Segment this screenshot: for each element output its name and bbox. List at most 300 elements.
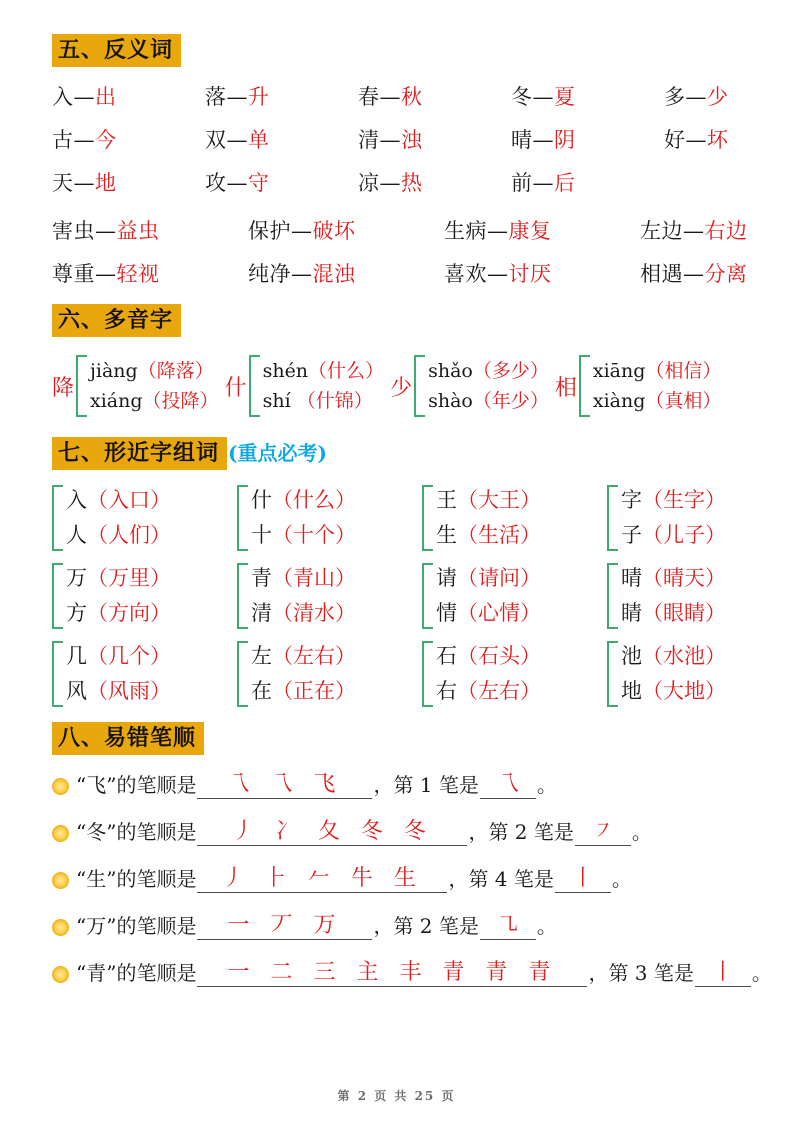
polyphonic-line — [428, 356, 549, 386]
antonym-pair — [444, 215, 640, 245]
stroke-nth-answer: 乁 — [496, 772, 519, 797]
section-antonyms — [52, 34, 749, 288]
similar-pair — [607, 561, 792, 631]
stroke-period: 。 — [751, 961, 772, 985]
antonym-word-left: 纯净 — [248, 262, 291, 286]
similar-row — [52, 483, 749, 553]
polyphonic-brace — [414, 355, 425, 417]
stroke-period: 。 — [536, 914, 557, 938]
stroke-sequence-answer: 一 丆 万 — [227, 913, 343, 938]
antonym-pair — [664, 124, 793, 154]
polyphonic-lines — [263, 356, 384, 416]
stroke-order-item — [52, 769, 749, 799]
polyphonic-line — [263, 356, 384, 386]
similar-pair — [52, 561, 237, 631]
antonym-dash: — — [73, 85, 95, 109]
stroke-question-text: “生”的笔顺是 — [76, 867, 197, 891]
similar-brace — [237, 485, 248, 551]
antonym-word-left: 好 — [664, 128, 686, 152]
antonym-word-right: 守 — [248, 171, 270, 195]
similar-brace — [607, 485, 618, 551]
stroke-nth-label: ，第 1 笔是 — [373, 773, 479, 797]
polyphonic-word: （什锦） — [296, 390, 373, 412]
stroke-order-item — [52, 910, 749, 940]
similar-word: （心情） — [457, 601, 541, 625]
antonym-word-right: 后 — [554, 171, 576, 195]
antonym-dash: — — [532, 128, 554, 152]
antonym-word-right: 讨厌 — [508, 262, 552, 286]
polyphonic-line — [90, 386, 219, 416]
antonym-pair — [640, 215, 793, 245]
antonym-dash: — — [291, 219, 313, 243]
similar-word: （方向） — [87, 601, 171, 625]
antonym-pair — [640, 258, 793, 288]
stroke-period: 。 — [611, 867, 632, 891]
section-similar-title: 七、形近字组词 — [52, 437, 227, 470]
antonym-word-right: 分离 — [704, 262, 748, 286]
similar-word: （儿子） — [642, 523, 726, 547]
antonym-pair — [52, 215, 248, 245]
section-polyphonic-heading — [52, 304, 749, 337]
polyphonic-pinyin: xiáng — [90, 390, 143, 412]
similar-char: 睛 — [621, 601, 642, 625]
page-footer: 第 2 页 共 25 页 — [337, 1089, 456, 1103]
antonym-word-right: 今 — [95, 128, 117, 152]
antonym-pair — [664, 81, 793, 111]
stroke-nth-answer: ㇇ — [591, 819, 614, 844]
antonym-row — [52, 215, 749, 245]
polyphonic-pinyin: shí — [262, 390, 297, 412]
polyphonic-pinyin: shào — [428, 390, 473, 412]
section-polyphonic-title: 六、多音字 — [52, 304, 181, 337]
stroke-sequence-answer: 丿 冫 夂 冬 冬 — [231, 819, 433, 844]
antonym-word-left: 生病 — [444, 219, 487, 243]
similar-word: （入口） — [87, 488, 171, 512]
stroke-order-item — [52, 957, 772, 987]
similar-char: 情 — [436, 601, 457, 625]
similar-line — [251, 561, 356, 596]
antonym-pair — [358, 81, 511, 111]
similar-char: 青 — [251, 566, 272, 590]
similar-pair — [237, 483, 422, 553]
antonym-pair — [52, 258, 248, 288]
similar-line — [251, 518, 356, 553]
antonym-word-left: 前 — [511, 171, 533, 195]
similar-line — [436, 518, 541, 553]
antonym-dash: — — [226, 171, 248, 195]
antonym-word-right: 坏 — [707, 128, 729, 152]
similar-lines — [251, 561, 356, 631]
antonym-word-left: 多 — [664, 85, 686, 109]
stroke-question-text: “飞”的笔顺是 — [76, 773, 197, 797]
similar-word: （石头） — [457, 644, 541, 668]
similar-char: 方 — [66, 601, 87, 625]
polyphonic-pinyin: xiāng — [592, 360, 646, 382]
section-antonyms-title: 五、反义词 — [52, 34, 181, 67]
similar-line — [621, 518, 726, 553]
antonym-word-left: 攻 — [205, 171, 227, 195]
similar-pair — [237, 639, 422, 709]
antonym-pair — [205, 167, 358, 197]
similar-line — [66, 674, 171, 709]
similar-brace — [52, 563, 63, 629]
antonym-dash: — — [95, 219, 117, 243]
similar-row — [52, 561, 749, 631]
similar-line — [66, 639, 171, 674]
polyphonic-line — [90, 356, 219, 386]
stroke-nth-answer: ㇈ — [496, 913, 519, 938]
antonym-word-left: 清 — [358, 128, 380, 152]
stroke-sequence-blank — [197, 866, 447, 893]
similar-char: 右 — [436, 679, 457, 703]
section-antonyms-heading — [52, 34, 749, 67]
polyphonic-pinyin: xiàng — [592, 390, 646, 412]
similar-pair — [607, 483, 792, 553]
stroke-question-text: “青”的笔顺是 — [76, 961, 197, 985]
antonym-word-left: 保护 — [248, 219, 291, 243]
similar-line — [621, 639, 726, 674]
antonym-word-right: 益虫 — [116, 219, 160, 243]
similar-lines — [66, 483, 171, 553]
polyphonic-word: （年少） — [472, 390, 549, 412]
polyphonic-pinyin: shén — [262, 360, 309, 382]
polyphonic-group — [225, 353, 385, 419]
antonym-pair — [52, 81, 205, 111]
antonym-word-left: 相遇 — [640, 262, 683, 286]
similar-line — [436, 596, 541, 631]
similar-word: （眼睛） — [642, 601, 726, 625]
polyphonic-lines — [593, 356, 722, 416]
polyphonic-word: （投降） — [142, 390, 219, 412]
similar-char: 左 — [251, 644, 272, 668]
similar-brace — [607, 563, 618, 629]
antonym-dash: — — [487, 262, 509, 286]
section-similar-chars — [52, 437, 749, 709]
similar-pair — [52, 483, 237, 553]
antonym-word-right: 康复 — [508, 219, 552, 243]
similar-brace — [422, 485, 433, 551]
similar-word: （几个） — [87, 644, 171, 668]
polyphonic-pinyin: jiàng — [90, 360, 138, 382]
polyphonic-word: （多少） — [472, 360, 549, 382]
similar-lines — [436, 639, 541, 709]
stroke-nth-blank — [695, 960, 751, 987]
bullet-icon — [52, 825, 69, 842]
antonym-word-left: 冬 — [511, 85, 533, 109]
similar-pair — [422, 483, 607, 553]
similar-line — [436, 639, 541, 674]
similar-char: 人 — [66, 523, 87, 547]
antonym-word-right: 出 — [95, 85, 117, 109]
antonym-word-left: 喜欢 — [444, 262, 487, 286]
similar-brace — [607, 641, 618, 707]
section-polyphonic — [52, 304, 749, 419]
polyphonic-group — [390, 353, 549, 419]
antonym-word-right: 右边 — [704, 219, 748, 243]
antonym-dash: — — [487, 219, 509, 243]
similar-lines — [66, 561, 171, 631]
antonym-word-left: 晴 — [511, 128, 533, 152]
antonym-word-right: 阴 — [554, 128, 576, 152]
similar-char: 晴 — [621, 566, 642, 590]
polyphonic-line — [428, 386, 549, 416]
similar-line — [436, 674, 541, 709]
similar-line — [66, 596, 171, 631]
stroke-sequence-blank — [197, 960, 587, 987]
antonym-word-left: 春 — [358, 85, 380, 109]
polyphonic-char: 降 — [52, 375, 75, 401]
similar-char: 池 — [621, 644, 642, 668]
antonym-pair — [248, 258, 444, 288]
antonym-word-left: 入 — [52, 85, 74, 109]
antonym-dash: — — [73, 171, 95, 195]
antonym-word-right: 地 — [95, 171, 117, 195]
similar-line — [621, 483, 726, 518]
similar-list — [52, 483, 749, 709]
antonym-word-right: 破坏 — [312, 219, 356, 243]
antonym-word-right: 轻视 — [116, 262, 160, 286]
similar-lines — [621, 561, 726, 631]
antonym-word-right: 浊 — [401, 128, 423, 152]
bullet-icon — [52, 872, 69, 889]
antonym-pair — [511, 124, 664, 154]
antonym-word-left: 天 — [52, 171, 74, 195]
antonym-pair — [511, 167, 664, 197]
similar-lines — [621, 483, 726, 553]
similar-word: （十个） — [272, 523, 356, 547]
antonym-dash: — — [226, 128, 248, 152]
stroke-sequence-blank — [197, 913, 372, 940]
antonym-dash: — — [379, 171, 401, 195]
stroke-nth-label: ，第 3 笔是 — [588, 961, 694, 985]
stroke-sequence-answer: 乁 乁 飞 — [227, 772, 343, 797]
similar-char: 王 — [436, 488, 457, 512]
similar-line — [251, 639, 356, 674]
polyphonic-pinyin: shǎo — [428, 360, 473, 382]
similar-line — [66, 518, 171, 553]
antonym-word-left: 落 — [205, 85, 227, 109]
stroke-nth-label: ，第 2 笔是 — [468, 820, 574, 844]
similar-lines — [621, 639, 726, 709]
similar-pair — [52, 639, 237, 709]
stroke-question-text: “冬”的笔顺是 — [76, 820, 197, 844]
antonym-dash: — — [532, 171, 554, 195]
polyphonic-lines — [90, 356, 219, 416]
stroke-nth-blank — [555, 866, 611, 893]
antonym-dash: — — [379, 128, 401, 152]
similar-line — [251, 483, 356, 518]
section-stroke-order — [52, 722, 772, 987]
similar-word: （万里） — [87, 566, 171, 590]
polyphonic-line — [593, 356, 722, 386]
antonym-pair — [358, 167, 511, 197]
similar-pair — [237, 561, 422, 631]
antonym-dash: — — [683, 262, 705, 286]
antonym-dash: — — [73, 128, 95, 152]
similar-word: （左右） — [272, 644, 356, 668]
bullet-icon — [52, 919, 69, 936]
antonym-word-left: 古 — [52, 128, 74, 152]
similar-brace — [422, 641, 433, 707]
antonym-pair — [444, 258, 640, 288]
antonym-word-left: 凉 — [358, 171, 380, 195]
antonym-pair — [52, 167, 205, 197]
similar-line — [621, 561, 726, 596]
similar-char: 几 — [66, 644, 87, 668]
antonym-pair — [358, 124, 511, 154]
stroke-sequence-blank — [197, 819, 467, 846]
antonym-row — [52, 167, 749, 197]
antonym-pair — [248, 215, 444, 245]
similar-char: 子 — [621, 523, 642, 547]
polyphonic-word: （什么） — [308, 360, 385, 382]
similar-char: 生 — [436, 523, 457, 547]
polyphonic-word: （相信） — [645, 360, 722, 382]
similar-line — [251, 674, 356, 709]
similar-char: 地 — [621, 679, 642, 703]
polyphonic-char: 少 — [390, 375, 413, 401]
polyphonic-line — [263, 386, 384, 416]
similar-line — [66, 561, 171, 596]
similar-line — [621, 674, 726, 709]
antonym-word-left: 双 — [205, 128, 227, 152]
similar-lines — [251, 483, 356, 553]
antonym-word-right: 混浊 — [312, 262, 356, 286]
stroke-nth-blank — [480, 913, 536, 940]
polyphonic-char: 相 — [554, 375, 577, 401]
antonym-dash: — — [685, 85, 707, 109]
similar-word: （水池） — [642, 644, 726, 668]
similar-row — [52, 639, 749, 709]
stroke-question-text: “万”的笔顺是 — [76, 914, 197, 938]
similar-word: （晴天） — [642, 566, 726, 590]
stroke-nth-answer: 丨 — [711, 960, 734, 985]
polyphonic-word: （降落） — [137, 360, 214, 382]
section-similar-note: (重点必考) — [228, 441, 327, 465]
stroke-nth-blank — [575, 819, 631, 846]
antonym-dash: — — [226, 85, 248, 109]
bullet-icon — [52, 966, 69, 983]
bullet-icon — [52, 778, 69, 795]
antonym-row — [52, 124, 749, 154]
polyphonic-char: 什 — [224, 375, 247, 401]
stroke-sequence-answer: 一 二 三 主 丰 青 青 青 — [227, 960, 558, 985]
similar-brace — [52, 485, 63, 551]
polyphonic-line — [593, 386, 722, 416]
similar-pair — [422, 639, 607, 709]
antonym-word-right: 热 — [401, 171, 423, 195]
similar-char: 风 — [66, 679, 87, 703]
antonym-pair — [511, 81, 664, 111]
similar-brace — [237, 563, 248, 629]
stroke-period: 。 — [631, 820, 652, 844]
antonym-word-right: 秋 — [401, 85, 423, 109]
section-stroke-title: 八、易错笔顺 — [52, 722, 204, 755]
stroke-nth-label: ，第 4 笔是 — [448, 867, 554, 891]
similar-word: （青山） — [272, 566, 356, 590]
stroke-nth-blank — [480, 772, 536, 799]
similar-lines — [436, 483, 541, 553]
polyphonic-group — [52, 353, 219, 419]
antonym-dash: — — [379, 85, 401, 109]
similar-word: （生字） — [642, 488, 726, 512]
polyphonic-brace — [76, 355, 87, 417]
similar-word: （什么） — [272, 488, 356, 512]
antonym-word-left: 左边 — [640, 219, 683, 243]
similar-line — [436, 561, 541, 596]
similar-char: 清 — [251, 601, 272, 625]
stroke-period: 。 — [536, 773, 557, 797]
similar-line — [621, 596, 726, 631]
stroke-sequence-answer: 丿 ⺊ 𠂉 牛 生 — [221, 866, 423, 891]
similar-char: 石 — [436, 644, 457, 668]
polyphonic-word: （真相） — [645, 390, 722, 412]
similar-pair — [422, 561, 607, 631]
similar-lines — [251, 639, 356, 709]
similar-lines — [436, 561, 541, 631]
stroke-order-item — [52, 863, 749, 893]
antonym-word-left: 尊重 — [52, 262, 95, 286]
polyphonic-group — [555, 353, 722, 419]
antonym-pair — [205, 81, 358, 111]
similar-word: （大地） — [642, 679, 726, 703]
similar-char: 请 — [436, 566, 457, 590]
antonym-pair — [52, 124, 205, 154]
antonym-dash: — — [291, 262, 313, 286]
similar-char: 在 — [251, 679, 272, 703]
antonym-row — [52, 258, 749, 288]
stroke-sequence-blank — [197, 772, 372, 799]
similar-line — [436, 483, 541, 518]
similar-char: 十 — [251, 523, 272, 547]
similar-word: （左右） — [457, 679, 541, 703]
stroke-nth-label: ，第 2 笔是 — [373, 914, 479, 938]
similar-word: （清水） — [272, 601, 356, 625]
polyphonic-lines — [428, 356, 549, 416]
stroke-nth-answer: 丨 — [571, 866, 594, 891]
antonym-word-right: 单 — [248, 128, 270, 152]
antonym-word-left: 害虫 — [52, 219, 95, 243]
section-similar-heading — [52, 437, 749, 470]
similar-line — [66, 483, 171, 518]
similar-char: 什 — [251, 488, 272, 512]
similar-word: （正在） — [272, 679, 356, 703]
stroke-order-item — [52, 816, 749, 846]
similar-word: （大王） — [457, 488, 541, 512]
antonym-word-right: 升 — [248, 85, 270, 109]
antonym-row — [52, 81, 749, 111]
antonym-dash: — — [685, 128, 707, 152]
similar-char: 字 — [621, 488, 642, 512]
similar-char: 入 — [66, 488, 87, 512]
stroke-order-list — [52, 769, 772, 987]
antonym-pair — [205, 124, 358, 154]
polyphonic-list — [52, 353, 749, 419]
similar-brace — [422, 563, 433, 629]
similar-word: （请问） — [457, 566, 541, 590]
similar-pair — [607, 639, 792, 709]
similar-line — [251, 596, 356, 631]
antonym-word-right: 夏 — [554, 85, 576, 109]
similar-lines — [66, 639, 171, 709]
similar-word: （风雨） — [87, 679, 171, 703]
antonym-dash: — — [532, 85, 554, 109]
antonym-list — [52, 81, 749, 288]
section-stroke-heading — [52, 722, 749, 755]
similar-brace — [237, 641, 248, 707]
antonym-dash: — — [683, 219, 705, 243]
similar-char: 万 — [66, 566, 87, 590]
